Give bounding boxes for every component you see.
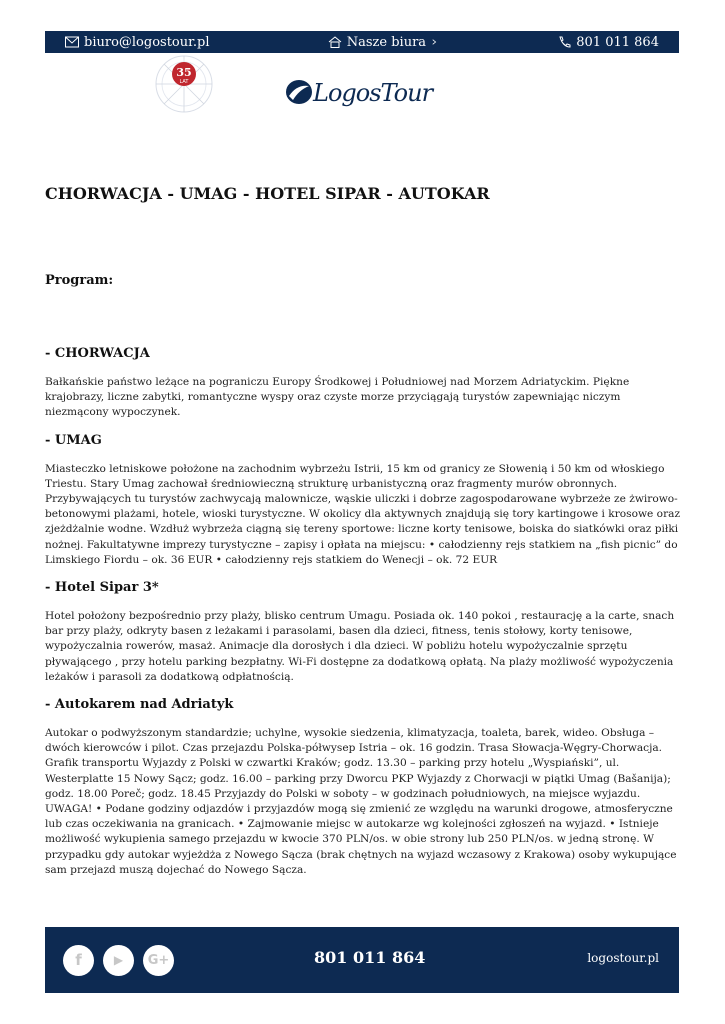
offices-link[interactable]: [328, 35, 439, 50]
home-icon: [328, 36, 342, 48]
facebook-icon[interactable]: f: [63, 945, 94, 976]
footer-phone[interactable]: 801 011 864: [314, 948, 426, 967]
envelope-icon: [65, 36, 79, 48]
section-text: Autokar o podwyższonym standardzie; uchylne, wysokie siedzenia, klimatyzacja, toaleta, barek, wideo. Obsługa – dwóch kierowców i pilot. Czas przejazdu Polska-półwysep Istria – ok. 16 godzin. Trasa Słowacja-Węgry-Chorwacja. Grafik transportu Wyjazdy z Polski w czwartki Kraków; godz. 13.30 – parking przy hotelu „Wyspiański”, ul. Westerplatte 15 Nowy Sącz; godz. 16.00 – parking przy Dworcu PKP Wyjazdy z Chorwacji w piątki Umag (Bašanija); godz. 18.00 Poreč; godz. 18.45 Przyjazdy do Polski w soboty – w godzinach południowych, na miejsce wyjazdu. UWAGA! • Podane godziny odjazdów i przyjazdów mogą się zmienić ze względu na warunki drogowe, atmosferyczne lub czas oczekiwania na granicach. • Zajmowanie miejsc w autokarze wg kolejności zgłoszeń na wyjazd. • Istnieje możliwość wykupienia samego przejazdu w kwocie 370 PLN/os. w obie strony lub 250 PLN/os. w jedną stronę. W przypadku gdy autokar wyjeżdża z Nowego Sącza (brak chętnych na wyjazd wczasowy z Krakowa) osoby wykupujące sam przejazd muszą dojechać do Nowego Sącza.: [45, 727, 677, 876]
section-umag: [45, 433, 681, 568]
program-label: Program:: [45, 273, 114, 288]
chevron-right-icon: [431, 36, 439, 48]
footer: [45, 927, 679, 993]
phone-icon: [557, 36, 571, 48]
section-chorwacja: [45, 346, 681, 421]
anniversary-number: 35: [176, 66, 192, 79]
google-plus-icon[interactable]: G+: [143, 945, 174, 976]
section-heading: - UMAG: [45, 432, 102, 448]
top-contact-bar: [45, 31, 679, 53]
email-link[interactable]: [65, 35, 210, 50]
anniversary-label: LAT: [179, 79, 189, 85]
social-links: [63, 945, 174, 976]
section-heading: - CHORWACJA: [45, 346, 150, 361]
section-heading: - Autokarem nad Adriatyk: [45, 697, 234, 713]
page-title: CHORWACJA - UMAG - HOTEL SIPAR - AUTOKAR: [45, 184, 490, 203]
anniversary-logo: [146, 54, 222, 114]
logostour-brand-name: LogosTour: [313, 79, 433, 107]
email-text: biuro@logostour.pl: [84, 34, 210, 50]
offices-text: Nasze biura: [346, 34, 427, 50]
section-text: Bałkańskie państwo leżące na pograniczu Europy Środkowej i Południowej nad Morzem Adriatyckim. Piękne krajobrazy, liczne zabytki, romantyczne wyspy oraz czyste morze przyciągają turystów zapewniając niczym niezmącony wypoczynek.: [45, 376, 630, 419]
program-content: [45, 346, 681, 890]
phone-text: 801 011 864: [576, 34, 659, 50]
section-heading: - Hotel Sipar 3*: [45, 580, 159, 596]
section-text: Miasteczko letniskowe położone na zachodnim wybrzeżu Istrii, 15 km od granicy ze Słowenią i 50 km od włoskiego Triestu. Stary Umag zachował średniowieczną strukturę urbanistyczną oraz fragmenty murów obronnych. Przybywających tu turystów zachwycają malownicze, wąskie uliczki i dobrze zagospodarowane wybrzeże ze żwirowo-betonowymi plażami, hotele, wioski turystyczne. W okolicy dla aktywnych znajdują się tory kartingowe i krosowe oraz zjeżdżalnie wodne. Wzdłuż wybrzeża ciągną się tereny sportowe: liczne korty tenisowe, boiska do siatkówki oraz piłki nożnej. Fakultatywne imprezy turystyczne – zapisy i opłata na miejscu: • całodzienny rejs statkiem na „fish picnic” do Limskiego Fiordu – ok. 36 EUR • całodzienny rejs statkiem do Wenecji – ok. 72 EUR: [45, 462, 681, 566]
section-autokar: [45, 697, 681, 878]
section-hotel-sipar: [45, 580, 681, 685]
section-text: Hotel położony bezpośrednio przy plaży, blisko centrum Umagu. Posiada ok. 140 pokoi , restaurację a la carte, snach bar przy plaży, odkryty basen z leżakami i parasolami, basen dla dzieci, fitness, tenis stołowy, korty tenisowe, wypożyczalnia rowerów, masaż. Animacje dla dorosłych i dla dzieci. W pobliżu hotelu wypożyczalnie sprzętu pływającego , przy hotelu parking bezpłatny. Wi-Fi dostępne za dodatkową opłatą. Na plaży możliwość wypożyczenia leżaków i parasoli za dodatkową odpłatnością.: [45, 610, 675, 683]
phone-link[interactable]: [557, 35, 659, 50]
youtube-icon[interactable]: ▶: [103, 945, 134, 976]
footer-website-link[interactable]: logostour.pl: [587, 951, 659, 965]
